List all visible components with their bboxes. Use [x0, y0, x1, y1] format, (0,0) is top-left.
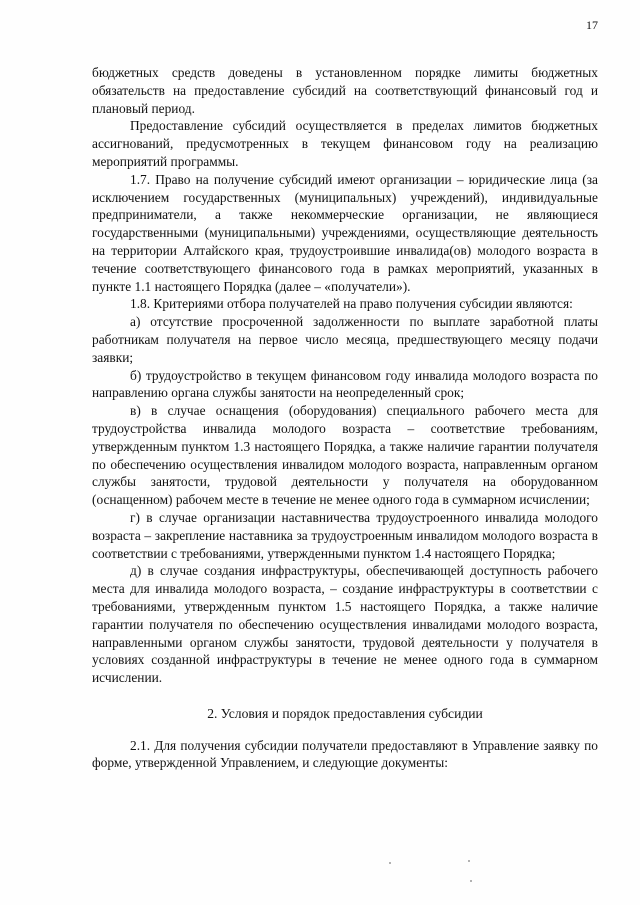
- scan-speck: [468, 860, 470, 862]
- criterion-a: а) отсутствие просроченной задолженности по выплате заработной платы работникам получателя на первое число месяца, предшествующего месяцу подачи заявки;: [92, 314, 598, 365]
- criterion-v: в) в случае оснащения (оборудования) специального рабочего места для трудоустройства инвалида молодого возраста – соответствие требованиям, утвержденным пунктом 1.3 настоящего Порядка, а также наличие гарантии получателя по обеспечению осуществления инвалидом молодого возраста, направленным органом службы занятости, трудовой деятельности у получателя на оборудованном (оснащенном) рабочем месте в течение не менее одного года в суммарном исчислении;: [92, 403, 598, 508]
- criterion-d: д) в случае создания инфраструктуры, обеспечивающей доступность рабочего места для инвалида молодого возраста, – создание инфраструктуры в соответствии с требованиями, утвержденным пунктом 1.5 настоящего Порядка, а также наличие гарантии получателя по обеспечению осуществления инвалидами молодого возраста, направленными органом службы занятости, трудовой деятельности у получателя в условиях созданной инфраструктуры в течение не менее одного года в суммарном исчислении.: [92, 563, 598, 686]
- document-body: [92, 64, 598, 772]
- criterion-b: б) трудоустройство в текущем финансовом году инвалида молодого возраста по направлению органа службы занятости на неопределенный срок;: [92, 367, 598, 401]
- paragraph-2-1: 2.1. Для получения субсидии получатели предоставляют в Управление заявку по форме, утвержденной Управлением, и следующие документы:: [92, 737, 598, 771]
- paragraph-1-7-eligibility: 1.7. Право на получение субсидий имеют организации – юридические лица (за исключением государственных (муниципальных) учреждений), индивидуальные предприниматели, а также некоммерческие организации, не являющиеся государственными (муниципальными) учреждениями, осуществляющие деятельность на территории Алтайского края, трудоустроившие инвалида(ов) молодого возраста в течение соответствующего финансового года в рамках мероприятий, указанных в пункте 1.1 настоящего Порядка (далее – «получатели»).: [92, 171, 598, 294]
- paragraph-1-8-criteria: 1.8. Критериями отбора получателей на право получения субсидии являются:: [130, 296, 573, 312]
- criterion-g: г) в случае организации наставничества трудоустроенного инвалида молодого возраста – закрепление наставника за трудоустроенным инвалидом молодого возраста в соответствии с требованиями, утвержденными пунктом 1.4 настоящего Порядка;: [92, 509, 598, 561]
- section-heading: 2. Условия и порядок предоставления субсидии: [207, 705, 483, 721]
- page-number: 17: [586, 18, 598, 32]
- paragraph-budget-limits: бюджетных средств доведены в установленном порядке лимиты бюджетных обязательств на предоставление субсидий на соответствующий финансовый год и плановый период.: [92, 65, 598, 116]
- scan-speck: [470, 880, 472, 882]
- scan-speck: [389, 862, 391, 864]
- paragraph-subsidy-limits: Предоставление субсидий осуществляется в пределах лимитов бюджетных ассигнований, предусмотренных в текущем финансовом году на реализацию мероприятий программы.: [92, 118, 598, 169]
